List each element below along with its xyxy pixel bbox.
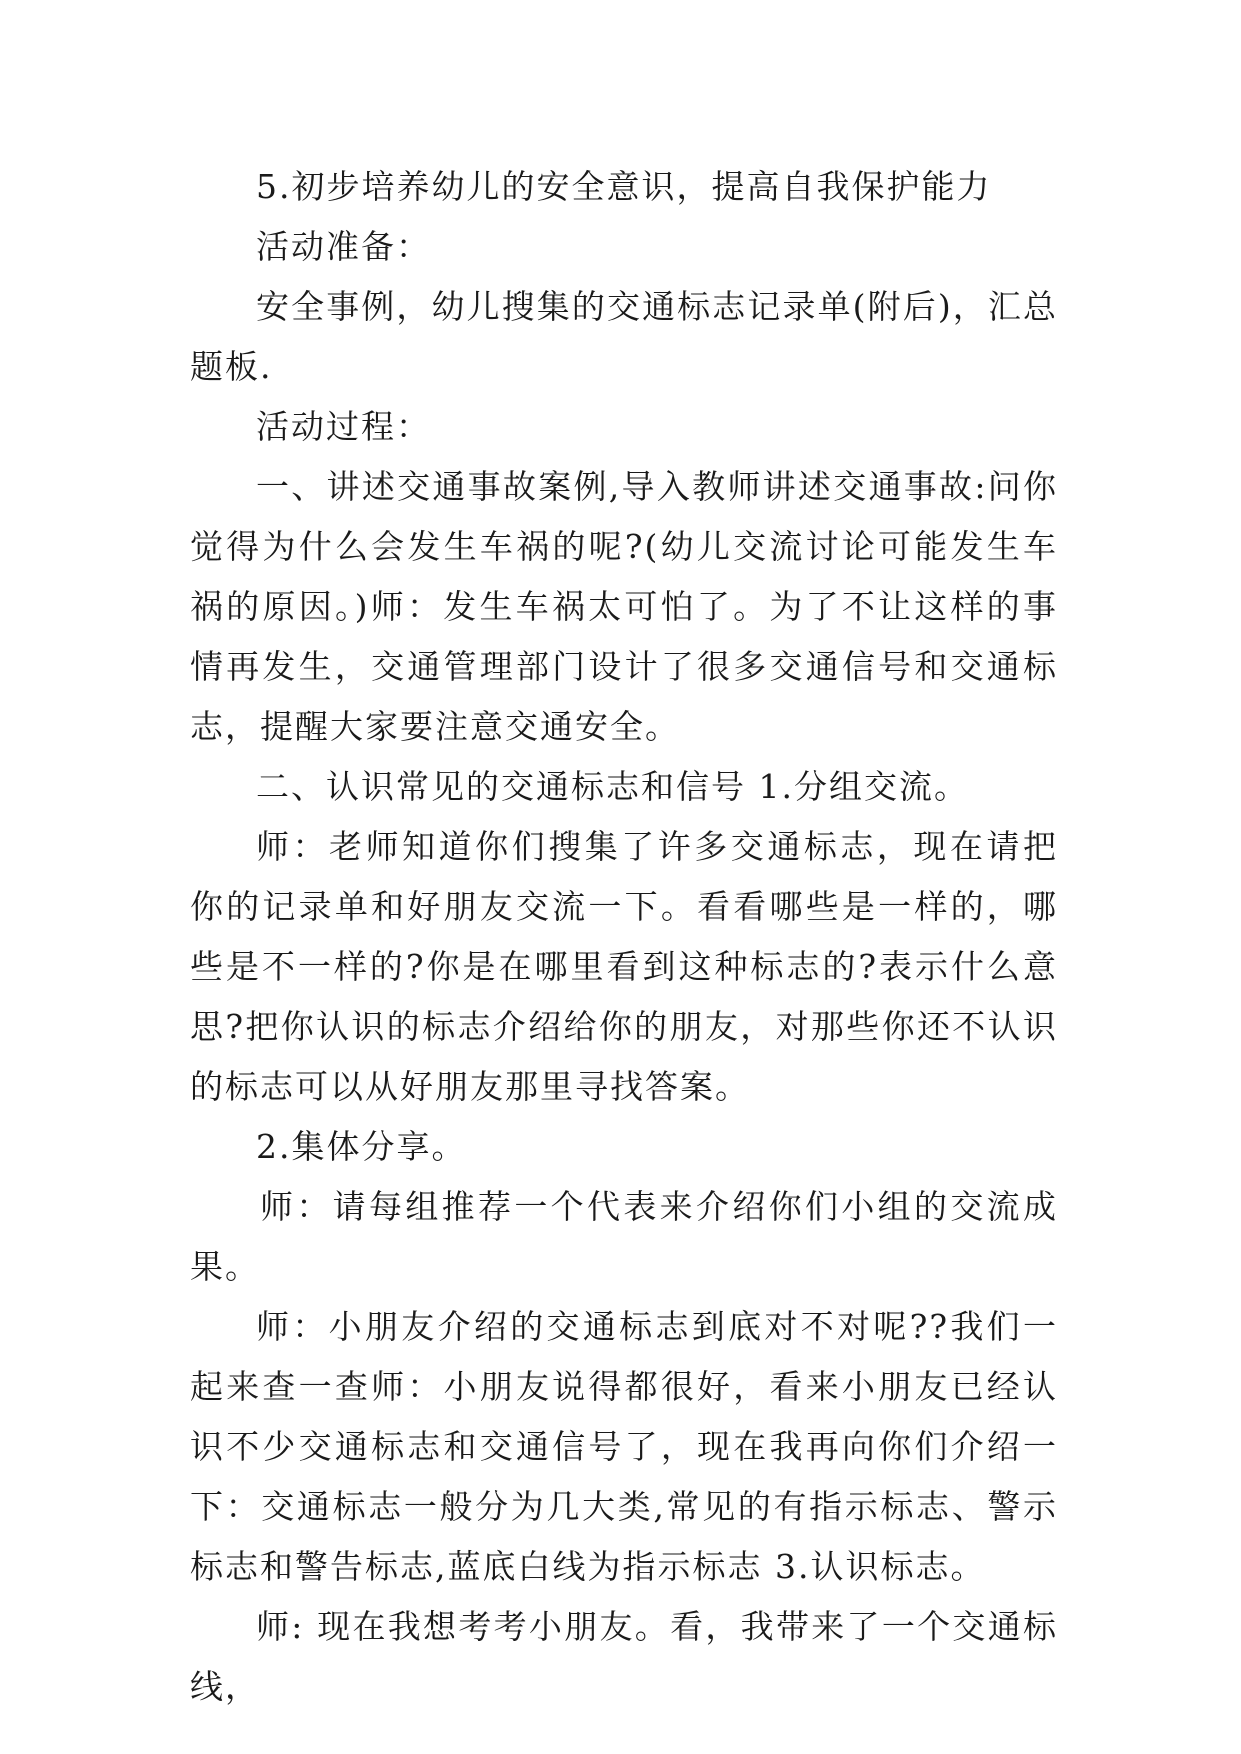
paragraph-group-exchange: 师：老师知道你们搜集了许多交通标志，现在请把你的记录单和好朋友交流一下。看看哪些是一样的，哪些是不一样的?你是在哪里看到这种标志的?表示什么意思?把你认识的标志介绍给你的朋友，对那些你还不认识的标志可以从好朋友那里寻找答案。: [190, 827, 1058, 1106]
paragraph-step-1: 一、讲述交通事故案例,导入教师讲述交通事故:问你觉得为什么会发生车祸的呢?(幼儿交流讨论可能发生车祸的原因。)师：发生车祸太可怕了。为了不让这样的事情再发生，交通管理部门设计了很多交通信号和交通标志，提醒大家要注意交通安全。: [190, 467, 1058, 746]
paragraph-quiz: 师: 现在我想考考小朋友。看，我带来了一个交通标线，: [190, 1607, 1058, 1706]
paragraph-goal-5: 5.初步培养幼儿的安全意识，提高自我保护能力: [256, 167, 992, 206]
paragraph-process-heading: 活动过程：: [256, 407, 431, 446]
paragraph-preparation-materials: 安全事例，幼儿搜集的交通标志记录单(附后)，汇总题板.: [190, 287, 1058, 386]
paragraph-step-2: 二、认识常见的交通标志和信号 1.分组交流。: [256, 767, 969, 806]
paragraph-sign-categories: 师：小朋友介绍的交通标志到底对不对呢??我们一起来查一查师：小朋友说得都很好，看来小朋友已经认识不少交通标志和交通信号了，现在我再向你们介绍一下：交通标志一般分为几大类,常见的有指示标志、警示标志和警告标志,蓝底白线为指示标志 3.认识标志。: [190, 1307, 1058, 1586]
paragraph-group-representative: 师：请每组推荐一个代表来介绍你们小组的交流成果。: [190, 1187, 1058, 1286]
paragraph-collective-share: 2.集体分享。: [256, 1127, 467, 1166]
paragraph-preparation-heading: 活动准备：: [256, 227, 431, 266]
document-body: [190, 157, 1058, 1717]
